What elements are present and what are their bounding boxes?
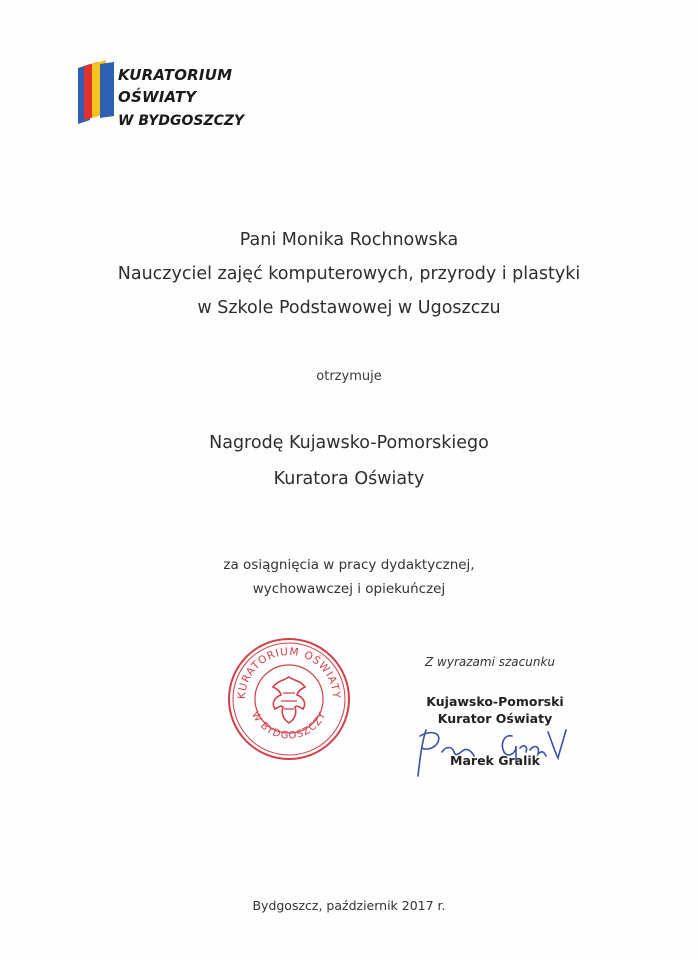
regards-text: Z wyrazami szacunku <box>425 655 555 669</box>
stamp-seal-icon <box>225 635 353 763</box>
logo-line-2: W BYDGOSZCZY <box>118 113 245 129</box>
reason-line-2: wychowawczej i opiekuńczej <box>252 581 446 597</box>
award-line-2: Kuratora Oświaty <box>273 469 425 489</box>
kuratorium-logo <box>74 58 304 128</box>
signer-title-line-1: Kujawsko-Pomorski <box>426 694 564 709</box>
book-icon <box>74 58 120 128</box>
stamp-text-bottom: W BYDGOSZCZY <box>249 709 329 742</box>
place-date: Bydgoszcz, październik 2017 r. <box>252 898 446 913</box>
award-block <box>0 425 698 497</box>
receives-text: otrzymuje <box>316 369 382 384</box>
recipient-name: Pani Monika Rochnowska <box>239 230 459 250</box>
recipient-school: w Szkole Podstawowej w Ugoszczu <box>197 298 501 318</box>
official-stamp <box>225 635 353 763</box>
handwritten-signature <box>408 722 568 782</box>
recipient-block <box>0 223 698 325</box>
stamp-text-top: KURATORIUM OŚWIATY <box>235 645 343 700</box>
svg-text:KURATORIUM OŚWIATY <box>236 646 342 700</box>
signer-name: Marek Gralik <box>450 753 540 768</box>
logo-text <box>118 64 304 132</box>
reason-block <box>0 553 698 601</box>
logo-line-1: KURATORIUM OŚWIATY <box>118 66 233 106</box>
signer-title-line-2: Kurator Oświaty <box>437 711 553 726</box>
award-line-1: Nagrodę Kujawsko-Pomorskiego <box>209 433 489 453</box>
reason-line-1: za osiągnięcia w pracy dydaktycznej, <box>223 557 475 573</box>
recipient-position: Nauczyciel zajęć komputerowych, przyrody i plastyki <box>117 264 581 284</box>
svg-text:W BYDGOSZCZY <box>249 710 329 742</box>
